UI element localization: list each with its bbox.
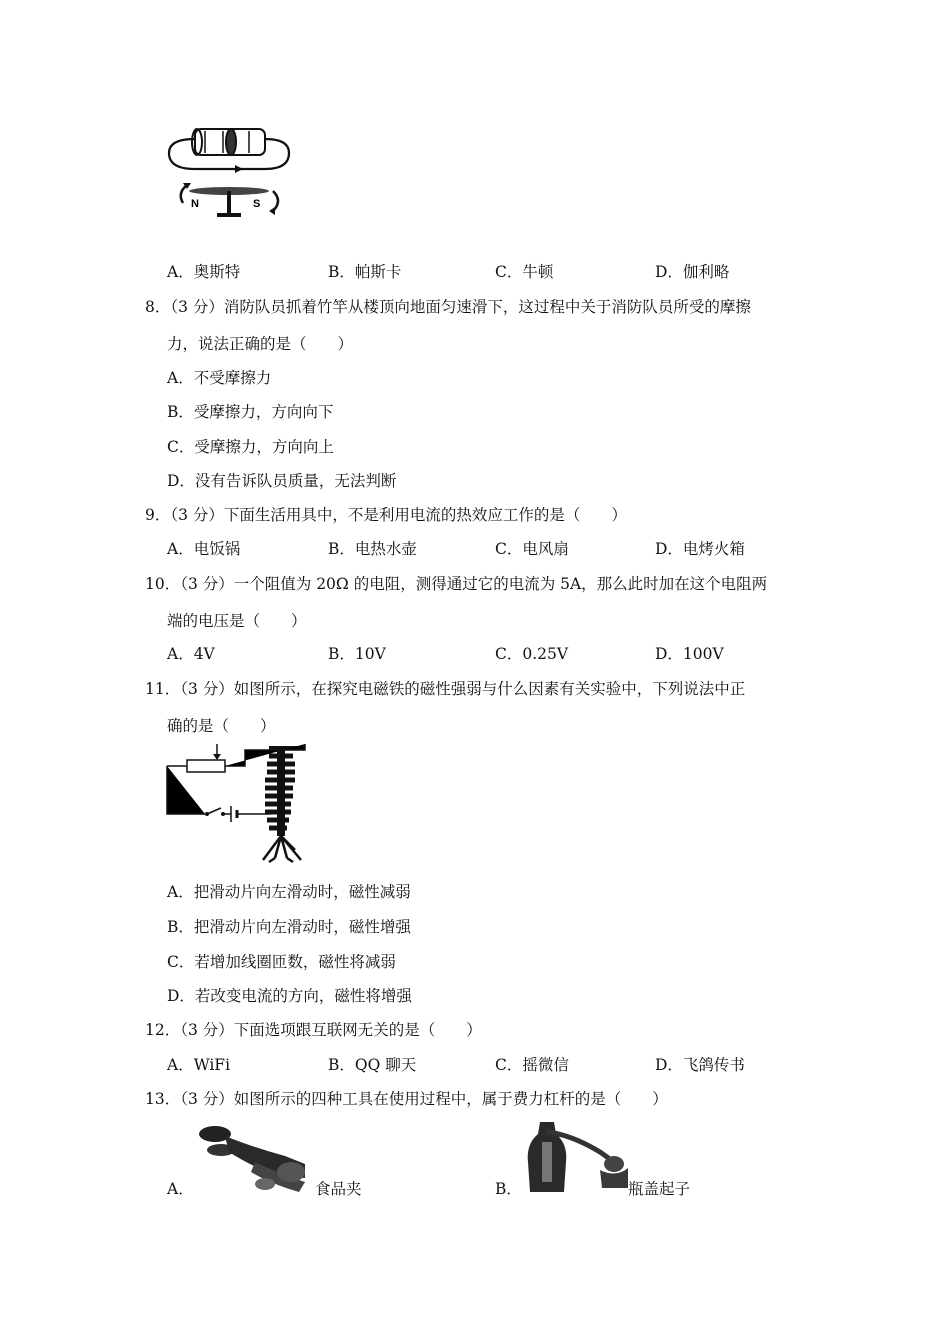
q13-option-a-label: 食品夹 <box>315 1180 362 1198</box>
bottle-opener-picture <box>520 1122 628 1194</box>
q10-option-c: C．0.25V <box>495 645 569 663</box>
q9-option-d: D．电烤火箱 <box>655 540 745 558</box>
q13-option-b-letter: B． <box>495 1180 522 1198</box>
q11-option-b: B．把滑动片向左滑动时，磁性增强 <box>167 918 411 936</box>
q13-stem: 13．（3 分）如图所示的四种工具在使用过程中，属于费力杠杆的是（ ） <box>145 1090 668 1108</box>
q12-option-a: A．WiFi <box>167 1056 231 1074</box>
q10-option-d: D．100V <box>655 645 724 663</box>
q8-stem-line1: 8．（3 分）消防队员抓着竹竿从楼顶向地面匀速滑下，这过程中关于消防队员所受的摩擦 <box>145 298 751 316</box>
q10-stem-line1: 10．（3 分）一个阻值为 20Ω 的电阻，测得通过它的电流为 5A，那么此时加在这个电阻两 <box>145 575 768 593</box>
q8-option-a: A．不受摩擦力 <box>167 369 272 387</box>
q9-option-c: C．电风扇 <box>495 540 569 558</box>
q11-option-c: C．若增加线圈匝数，磁性将减弱 <box>167 953 396 971</box>
q8-option-b: B．受摩擦力，方向向下 <box>167 403 334 421</box>
q12-option-c: C．摇微信 <box>495 1056 569 1074</box>
q8-option-d: D．没有告诉队员质量，无法判断 <box>167 472 397 490</box>
q10-option-a: A．4V <box>167 645 215 663</box>
q9-option-a: A．电饭锅 <box>167 540 241 558</box>
q7-option-d: D．伽利略 <box>655 263 730 281</box>
q11-stem-line1: 11．（3 分）如图所示，在探究电磁铁的磁性强弱与什么因素有关实验中，下列说法中正 <box>145 680 746 698</box>
q11-option-d: D．若改变电流的方向，磁性将增强 <box>167 987 412 1005</box>
q9-stem: 9．（3 分）下面生活用具中，不是利用电流的热效应工作的是（ ） <box>145 506 627 524</box>
q11-option-a: A．把滑动片向左滑动时，磁性减弱 <box>167 883 411 901</box>
coil-compass-figure <box>165 125 295 225</box>
north-label: N <box>191 198 199 210</box>
q12-stem: 12．（3 分）下面选项跟互联网无关的是（ ） <box>145 1021 482 1039</box>
q8-stem-line2: 力，说法正确的是（ ） <box>167 335 354 353</box>
q8-option-c: C．受摩擦力，方向向上 <box>167 438 334 456</box>
q10-option-b: B．10V <box>328 645 386 663</box>
q13-option-a-letter: A． <box>167 1180 194 1198</box>
q9-option-b: B．电热水壶 <box>328 540 417 558</box>
q7-option-c: C．牛顿 <box>495 263 554 281</box>
q7-option-a: A．奥斯特 <box>167 263 241 281</box>
q10-stem-line2: 端的电压是（ ） <box>167 612 307 630</box>
q11-stem-line2: 确的是（ ） <box>167 717 276 735</box>
q12-option-b: B．QQ 聊天 <box>328 1056 417 1074</box>
q12-option-d: D．飞鸽传书 <box>655 1056 745 1074</box>
food-tongs-picture <box>195 1122 313 1197</box>
south-label: S <box>253 198 261 210</box>
electromagnet-circuit-figure <box>165 744 315 866</box>
q7-option-b: B．帕斯卡 <box>328 263 402 281</box>
q13-option-b-label: 瓶盖起子 <box>628 1180 691 1198</box>
